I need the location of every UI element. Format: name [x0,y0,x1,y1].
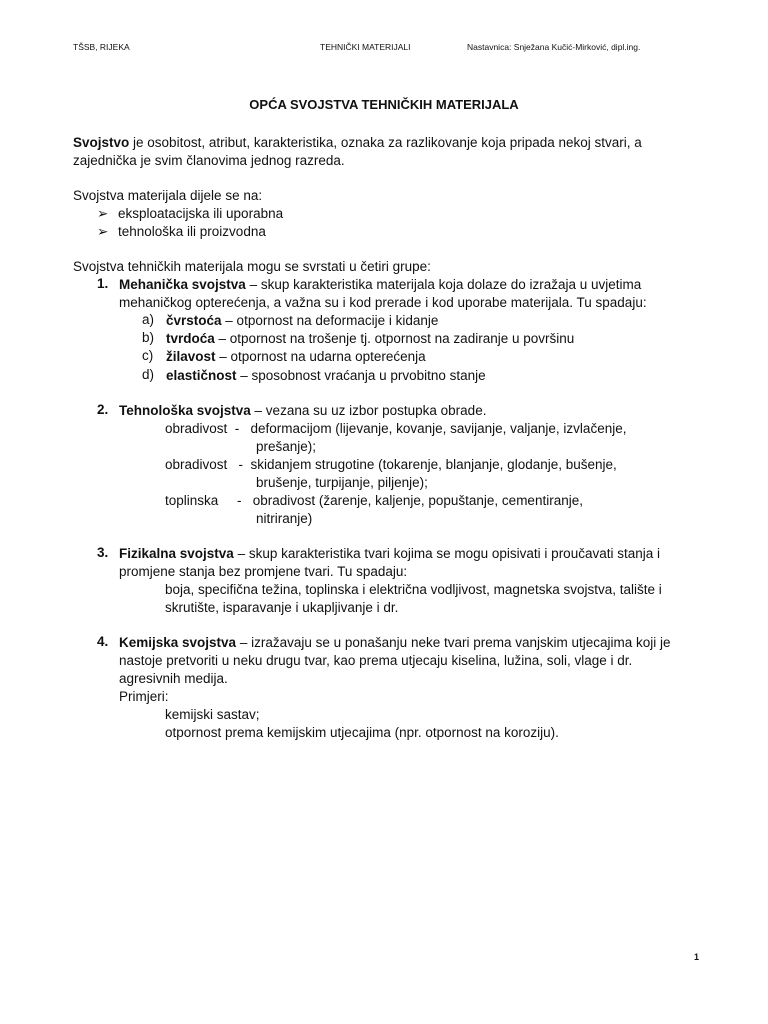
section-4-number: 4. [97,634,109,649]
sub-d-text: – sposobnost vraćanja u prvobitno stanje [236,368,486,383]
section-3-number: 3. [97,545,109,560]
section-3-heading [119,545,660,563]
section-3-line-2: promjene stanja bez promjene tvari. Tu spadaju: [119,564,408,579]
section-3-line-4: skrutište, isparavanje i ukapljivanje i dr. [165,600,399,615]
section-2-text: – vezana su uz izbor postupka obrade. [250,403,487,418]
sub-b-term: tvrdoća [166,331,215,346]
section-4-example-1: kemijski sastav; [165,707,260,722]
sub-d-letter: d) [142,367,155,382]
intro-term: Svojstvo [73,135,130,150]
section-2-line-3: obradivost - skidanjem strugotine (tokarenje, blanjanje, glodanje, bušenje, [165,457,617,472]
sub-a-text: – otpornost na deformacije i kidanje [221,313,439,328]
section-4-example-2: otpornost prema kemijskim utjecajima (npr. otpornost na koroziju). [165,725,559,740]
intro-line-1 [73,134,642,152]
sub-d-term: elastičnost [166,368,237,383]
page-number: 1 [694,952,700,962]
section-4-text: – izražavaju se u ponašanju neke tvari prema vanjskim utjecajima koji je [236,635,671,650]
sub-c-term: žilavost [166,349,216,364]
section-1-heading [119,276,641,294]
section-1-text: – skup karakteristika materijala koja dolaze do izražaja u uvjetima [245,277,642,292]
sub-a-term: čvrstoća [166,313,222,328]
section-4-line-2: nastoje pretvoriti u neku drugu tvar, kao prema utjecaju kiselina, lužina, soli, vlage i dr. [119,653,633,668]
sub-a-letter: a) [142,312,155,327]
section-4-line-3: agresivnih medija. [119,671,228,686]
header-school: TŠSB, RIJEKA [73,42,130,52]
section-2-line-1: obradivost - deformacijom (lijevanje, kovanje, savijanje, valjanje, izvlačenje, [165,421,627,436]
groups-lead: Svojstva tehničkih materijala mogu se svrstati u četiri grupe: [73,259,431,274]
section-3-title: Fizikalna svojstva [119,546,234,561]
header-teacher: Nastavnica: Snježana Kučić-Mirković, dipl.ing. [467,42,641,52]
section-4-heading [119,634,671,652]
sub-a [166,312,438,330]
section-2-title: Tehnološka svojstva [119,403,251,418]
page-title: OPĆA SVOJSTVA TEHNIČKIH MATERIJALA [249,97,519,112]
section-4-examples-label: Primjeri: [119,689,169,704]
sub-b [166,330,574,348]
section-2-line-5: toplinska - obradivost (žarenje, kaljenje, popuštanje, cementiranje, [165,493,583,508]
intro-line-1-text: je osobitost, atribut, karakteristika, oznaka za razlikovanje koja pripada nekoj stvari, a [129,135,642,150]
section-4-title: Kemijska svojstva [119,635,237,650]
sub-c-text: – otpornost na udarna opterećenja [215,349,426,364]
bullet-icon: ➢ [97,224,109,239]
sub-b-letter: b) [142,330,155,345]
section-2-heading [119,402,486,420]
section-1-title: Mehanička svojstva [119,277,246,292]
sub-c [166,348,426,366]
section-3-line-3: boja, specifična težina, toplinska i električna vodljivost, magnetska svojstva, talište i [165,582,662,597]
sub-b-text: – otpornost na trošenje tj. otpornost na zadiranje u površinu [214,331,575,346]
sub-d [166,367,486,385]
section-1-line-2: mehaničkog opterećenja, a važna su i kod prerade i kod uporabe materijala. Tu spadaju: [119,295,647,310]
header-subject: TEHNIČKI MATERIJALI [320,42,411,52]
section-1-number: 1. [97,276,109,291]
section-2-line-2: prešanje); [256,439,317,454]
division-item-2: tehnološka ili proizvodna [118,224,266,239]
bullet-icon: ➢ [97,206,109,221]
section-2-number: 2. [97,402,109,417]
section-2-line-4: brušenje, turpijanje, piljenje); [256,475,428,490]
division-item-1: eksploatacijska ili uporabna [118,206,284,221]
intro-line-2: zajednička je svim članovima jednog razreda. [73,153,345,168]
section-2-line-6: nitriranje) [256,511,313,526]
sub-c-letter: c) [142,348,154,363]
division-lead: Svojstva materijala dijele se na: [73,188,263,203]
section-3-text: – skup karakteristika tvari kojima se mogu opisivati i proučavati stanja i [233,546,660,561]
